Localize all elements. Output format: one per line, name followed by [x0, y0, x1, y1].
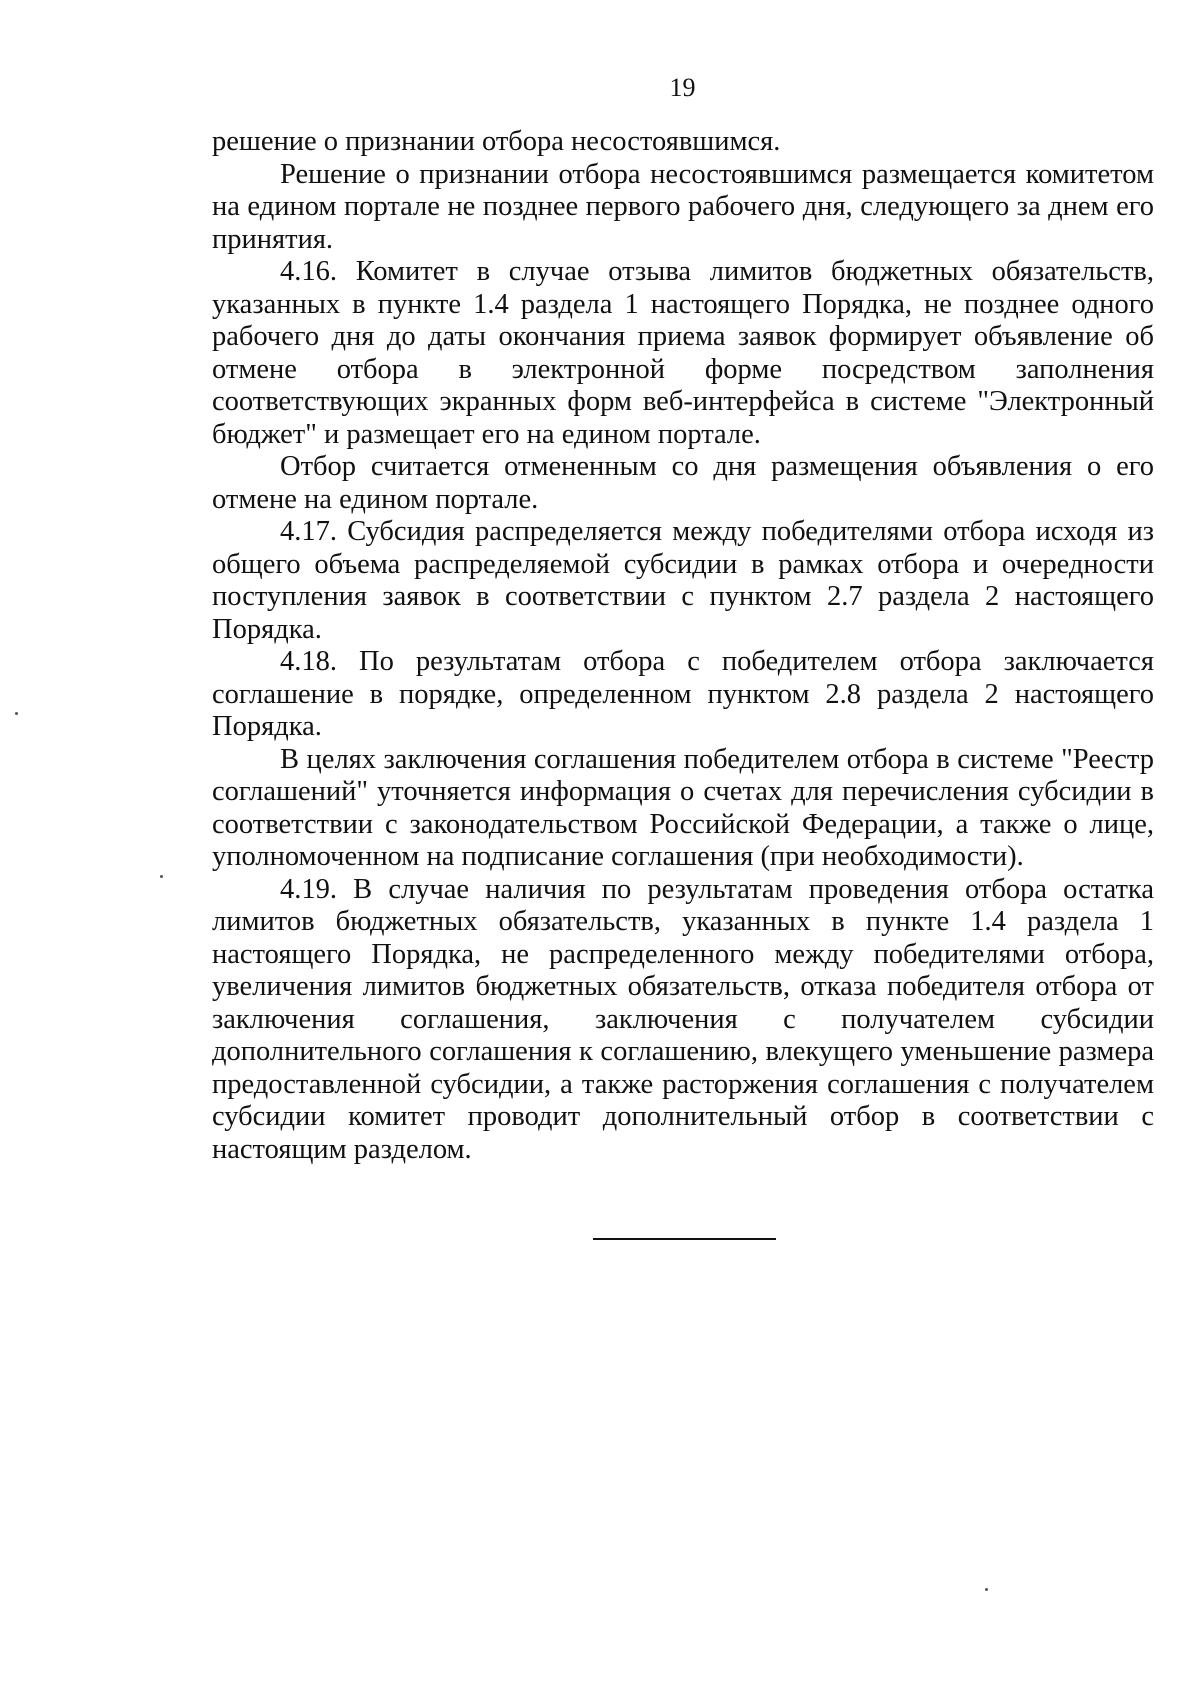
paragraph: В целях заключения соглашения победителем отбора в системе "Реестр соглашений" уточняется информация о счетах для перечисления субсидии в соответствии с законодательством Российской Федерации, а также о лице, уполномоченном на подписание соглашения (при необходимости).	[212, 743, 1154, 872]
scan-speck	[15, 712, 18, 715]
scan-speck	[985, 1588, 988, 1591]
scan-speck	[160, 875, 163, 878]
page-number: 19	[669, 73, 696, 102]
body-text	[212, 126, 1154, 1166]
paragraph-4-16: 4.16. Комитет в случае отзыва лимитов бюджетных обязательств, указанных в пункте 1.4 раздела 1 настоящего Порядка, не позднее одного рабочего дня до даты окончания приема заявок формирует объявление об отмене отбора в электронной форме посредством заполнения соответствующих экранных форм веб-интерфейса в системе "Электронный бюджет" и размещает его на едином портале.	[212, 256, 1154, 450]
paragraph-continuation: решение о признании отбора несостоявшимся.	[212, 126, 781, 157]
paragraph-4-17: 4.17. Субсидия распределяется между победителями отбора исходя из общего объема распределяемой субсидии в рамках отбора и очередности поступления заявок в соответствии с пунктом 2.7 раздела 2 настоящего Порядка.	[212, 516, 1154, 645]
paragraph-4-19: 4.19. В случае наличия по результатам проведения отбора остатка лимитов бюджетных обязательств, указанных в пункте 1.4 раздела 1 настоящего Порядка, не распределенного между победителями отбора, увеличения лимитов бюджетных обязательств, отказа победителя отбора от заключения соглашения, заключения с получателем субсидии дополнительного соглашения к соглашению, влекущего уменьшение размера предоставленной субсидии, а также расторжения соглашения с получателем субсидии комитет проводит дополнительный отбор в соответствии с настоящим разделом.	[212, 873, 1154, 1165]
paragraph-4-18: 4.18. По результатам отбора с победителем отбора заключается соглашение в порядке, определенном пунктом 2.8 раздела 2 настоящего Порядка.	[212, 646, 1154, 742]
paragraph: Отбор считается отмененным со дня размещения объявления о его отмене на едином портале.	[212, 451, 1154, 515]
end-of-document-rule	[593, 1238, 776, 1240]
paragraph: Решение о признании отбора несостоявшимся размещается комитетом на едином портале не позднее первого рабочего дня, следующего за днем его принятия.	[212, 158, 1154, 255]
